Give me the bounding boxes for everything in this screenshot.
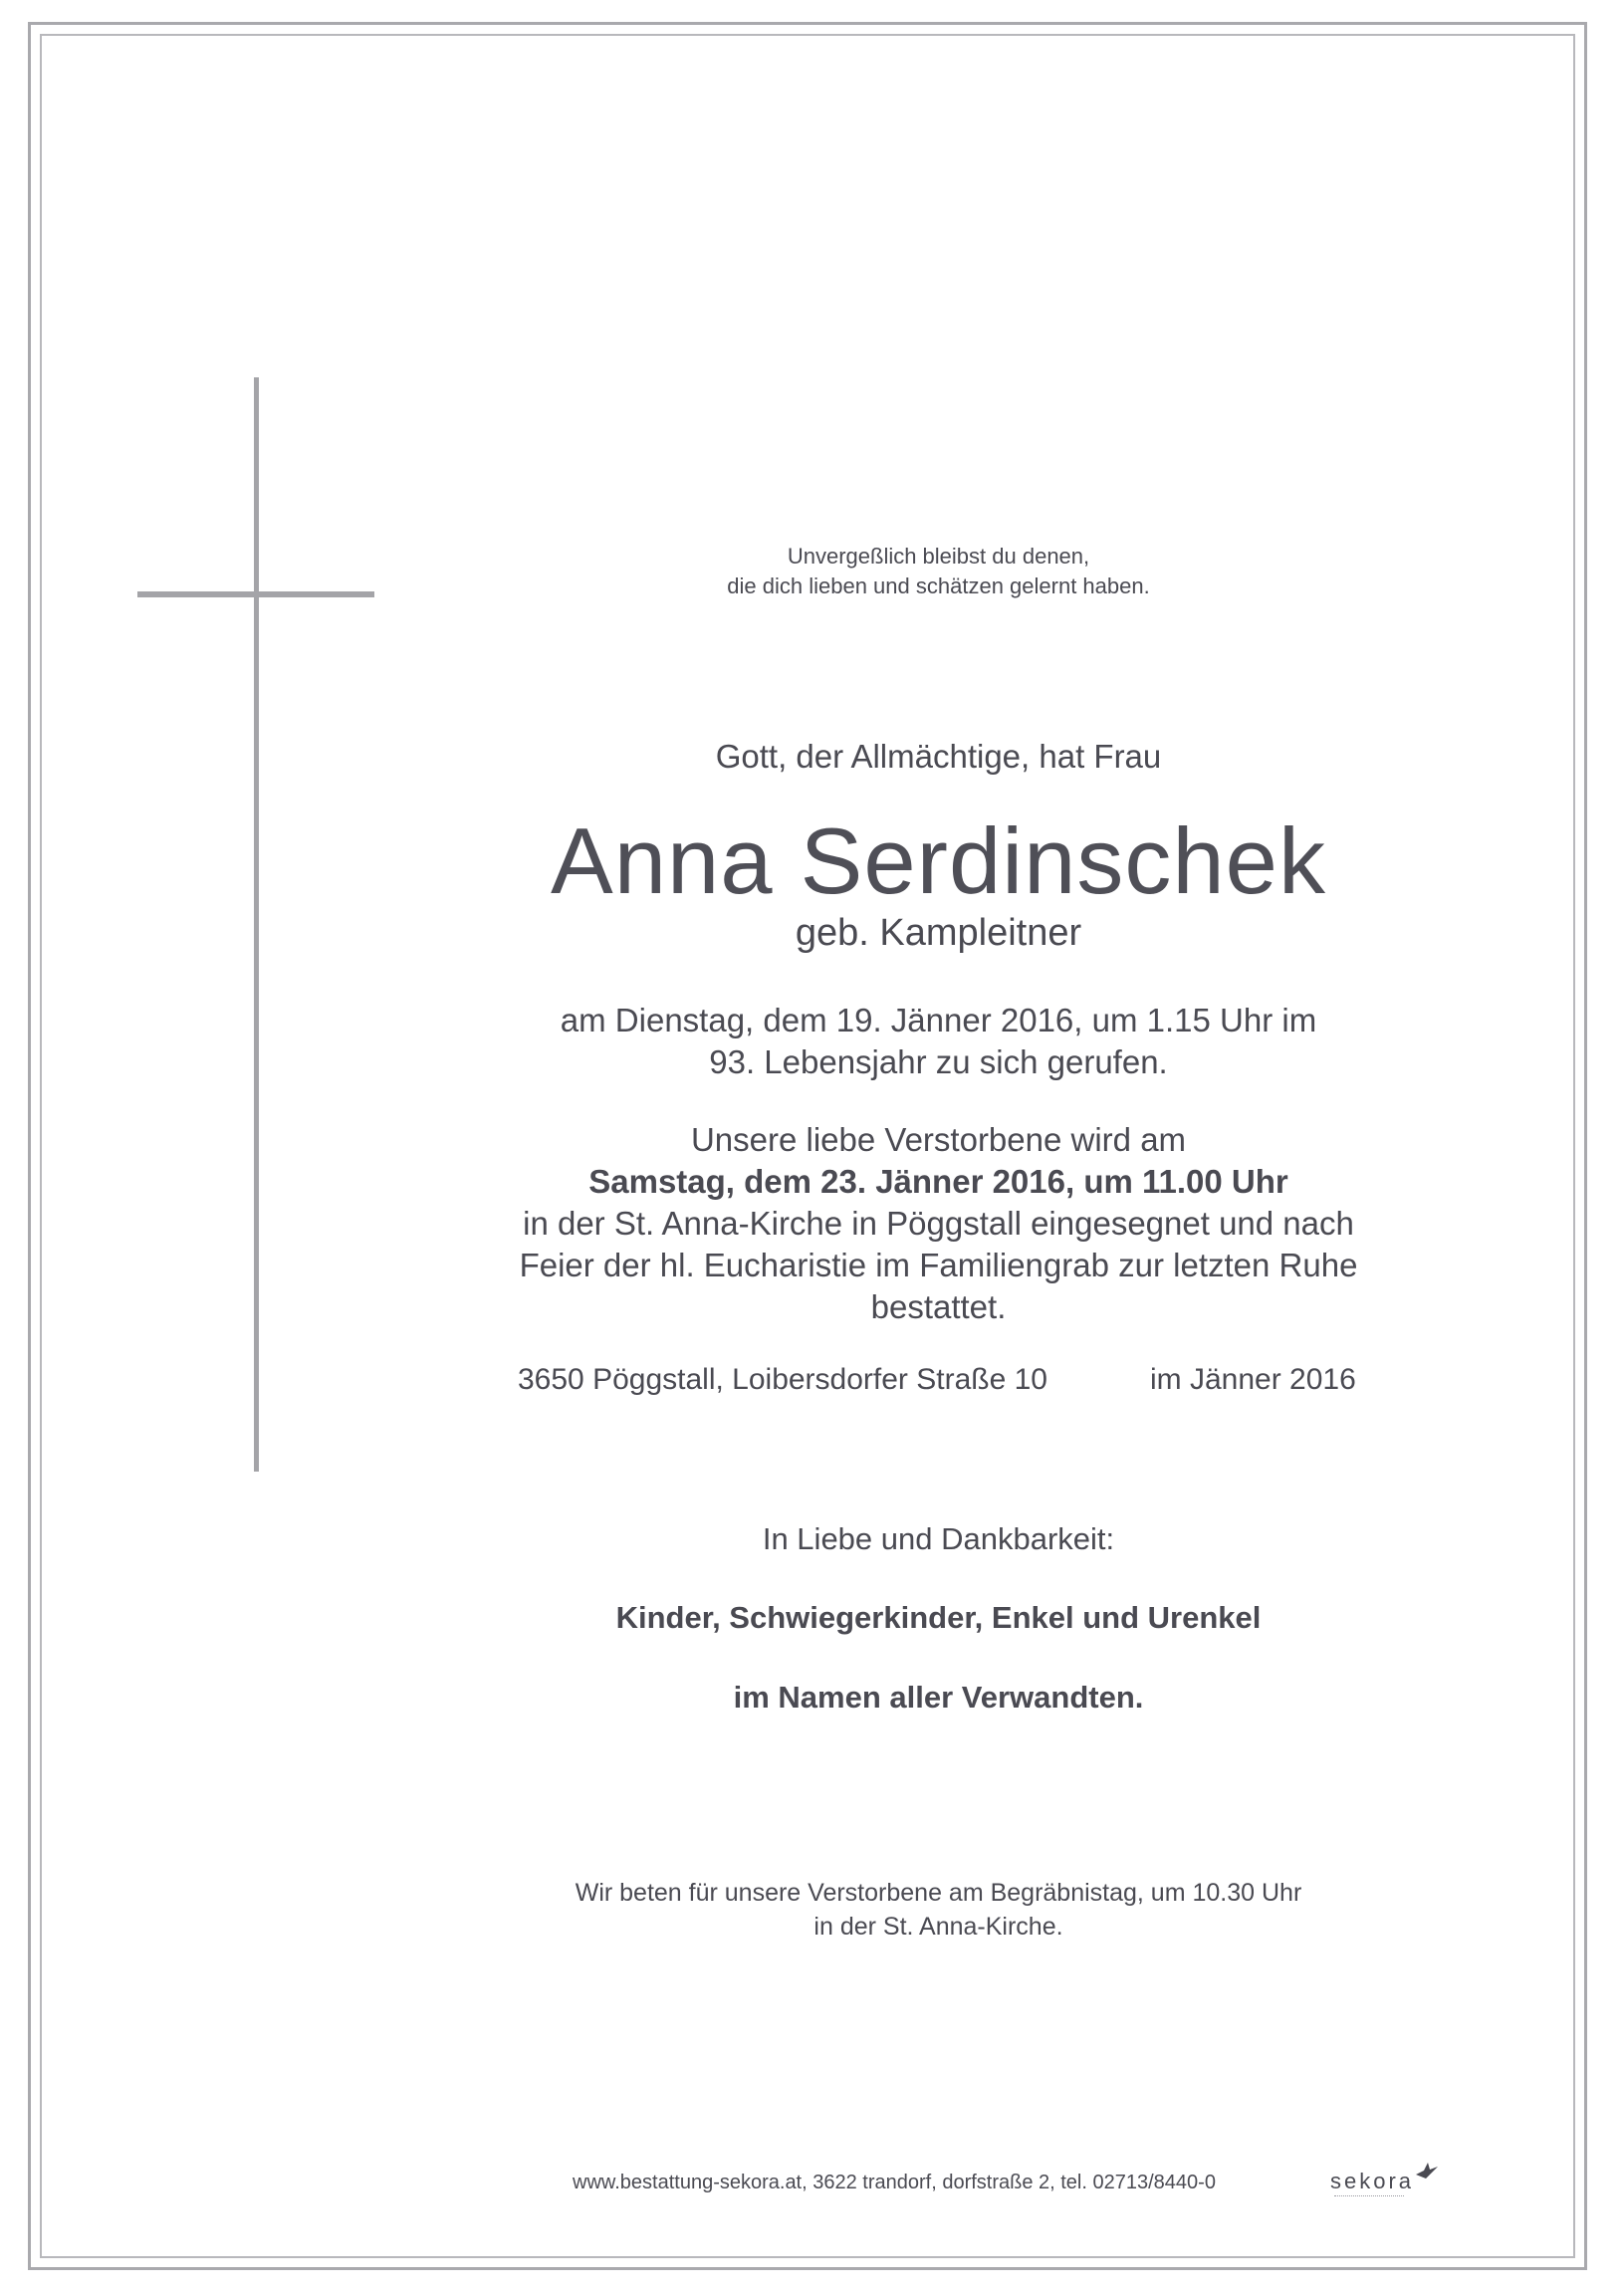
bird-icon	[1414, 2161, 1440, 2182]
funeral-line-1: Unsere liebe Verstorbene wird am	[690, 1121, 1187, 1158]
deceased-name: Anna Serdinschek	[551, 808, 1326, 913]
logo-wordmark: sekora	[1330, 2169, 1415, 2193]
funeral-line-5: bestattet.	[870, 1288, 1007, 1325]
cross-horizontal-bar	[137, 591, 374, 597]
death-notice	[418, 1000, 1459, 1083]
death-line-2: 93. Lebensjahr zu sich gerufen.	[709, 1043, 1168, 1080]
mourners-family: Kinder, Schwiegerkinder, Enkel und Urenkel	[615, 1600, 1262, 1635]
prayer-line-1: Wir beten für unsere Verstorbene am Begräbnistag, um 10.30 Uhr	[575, 1879, 1302, 1907]
motto-line-1: Unvergeßlich bleibst du denen,	[787, 544, 1090, 569]
prayer-notice	[418, 1876, 1459, 1944]
funeral-details	[418, 1119, 1459, 1328]
funeral-home-contact: www.bestattung-sekora.at, 3622 trandorf, dorfstraße 2, tel. 02713/8440-0	[573, 2172, 1216, 2193]
prayer-line-2: in der St. Anna-Kirche.	[813, 1913, 1063, 1941]
thanks-heading: In Liebe und Dankbarkeit:	[762, 1521, 1115, 1556]
funeral-line-3: in der St. Anna-Kirche in Pöggstall eingesegnet und nach	[523, 1205, 1354, 1242]
cross-vertical-bar	[254, 377, 259, 1472]
funeral-date-time: Samstag, dem 23. Jänner 2016, um 11.00 Uhr	[588, 1163, 1288, 1200]
death-line-1: am Dienstag, dem 19. Jänner 2016, um 1.15 Uhr im	[560, 1002, 1317, 1038]
memorial-motto	[418, 542, 1459, 601]
motto-line-2: die dich lieben und schätzen gelernt haben.	[727, 574, 1150, 598]
family-address: 3650 Pöggstall, Loibersdorfer Straße 10	[518, 1363, 1047, 1396]
logo-subline	[1334, 2195, 1404, 2198]
mourners-relatives: im Namen aller Verwandten.	[733, 1680, 1144, 1715]
intro-text: Gott, der Allmächtige, hat Frau	[715, 738, 1162, 775]
notice-date: im Jänner 2016	[1150, 1363, 1356, 1396]
maiden-name: geb. Kampleitner	[795, 912, 1082, 954]
funeral-line-4: Feier der hl. Eucharistie im Familiengrab zur letzten Ruhe	[519, 1247, 1358, 1283]
sekora-logo	[1330, 2161, 1440, 2202]
